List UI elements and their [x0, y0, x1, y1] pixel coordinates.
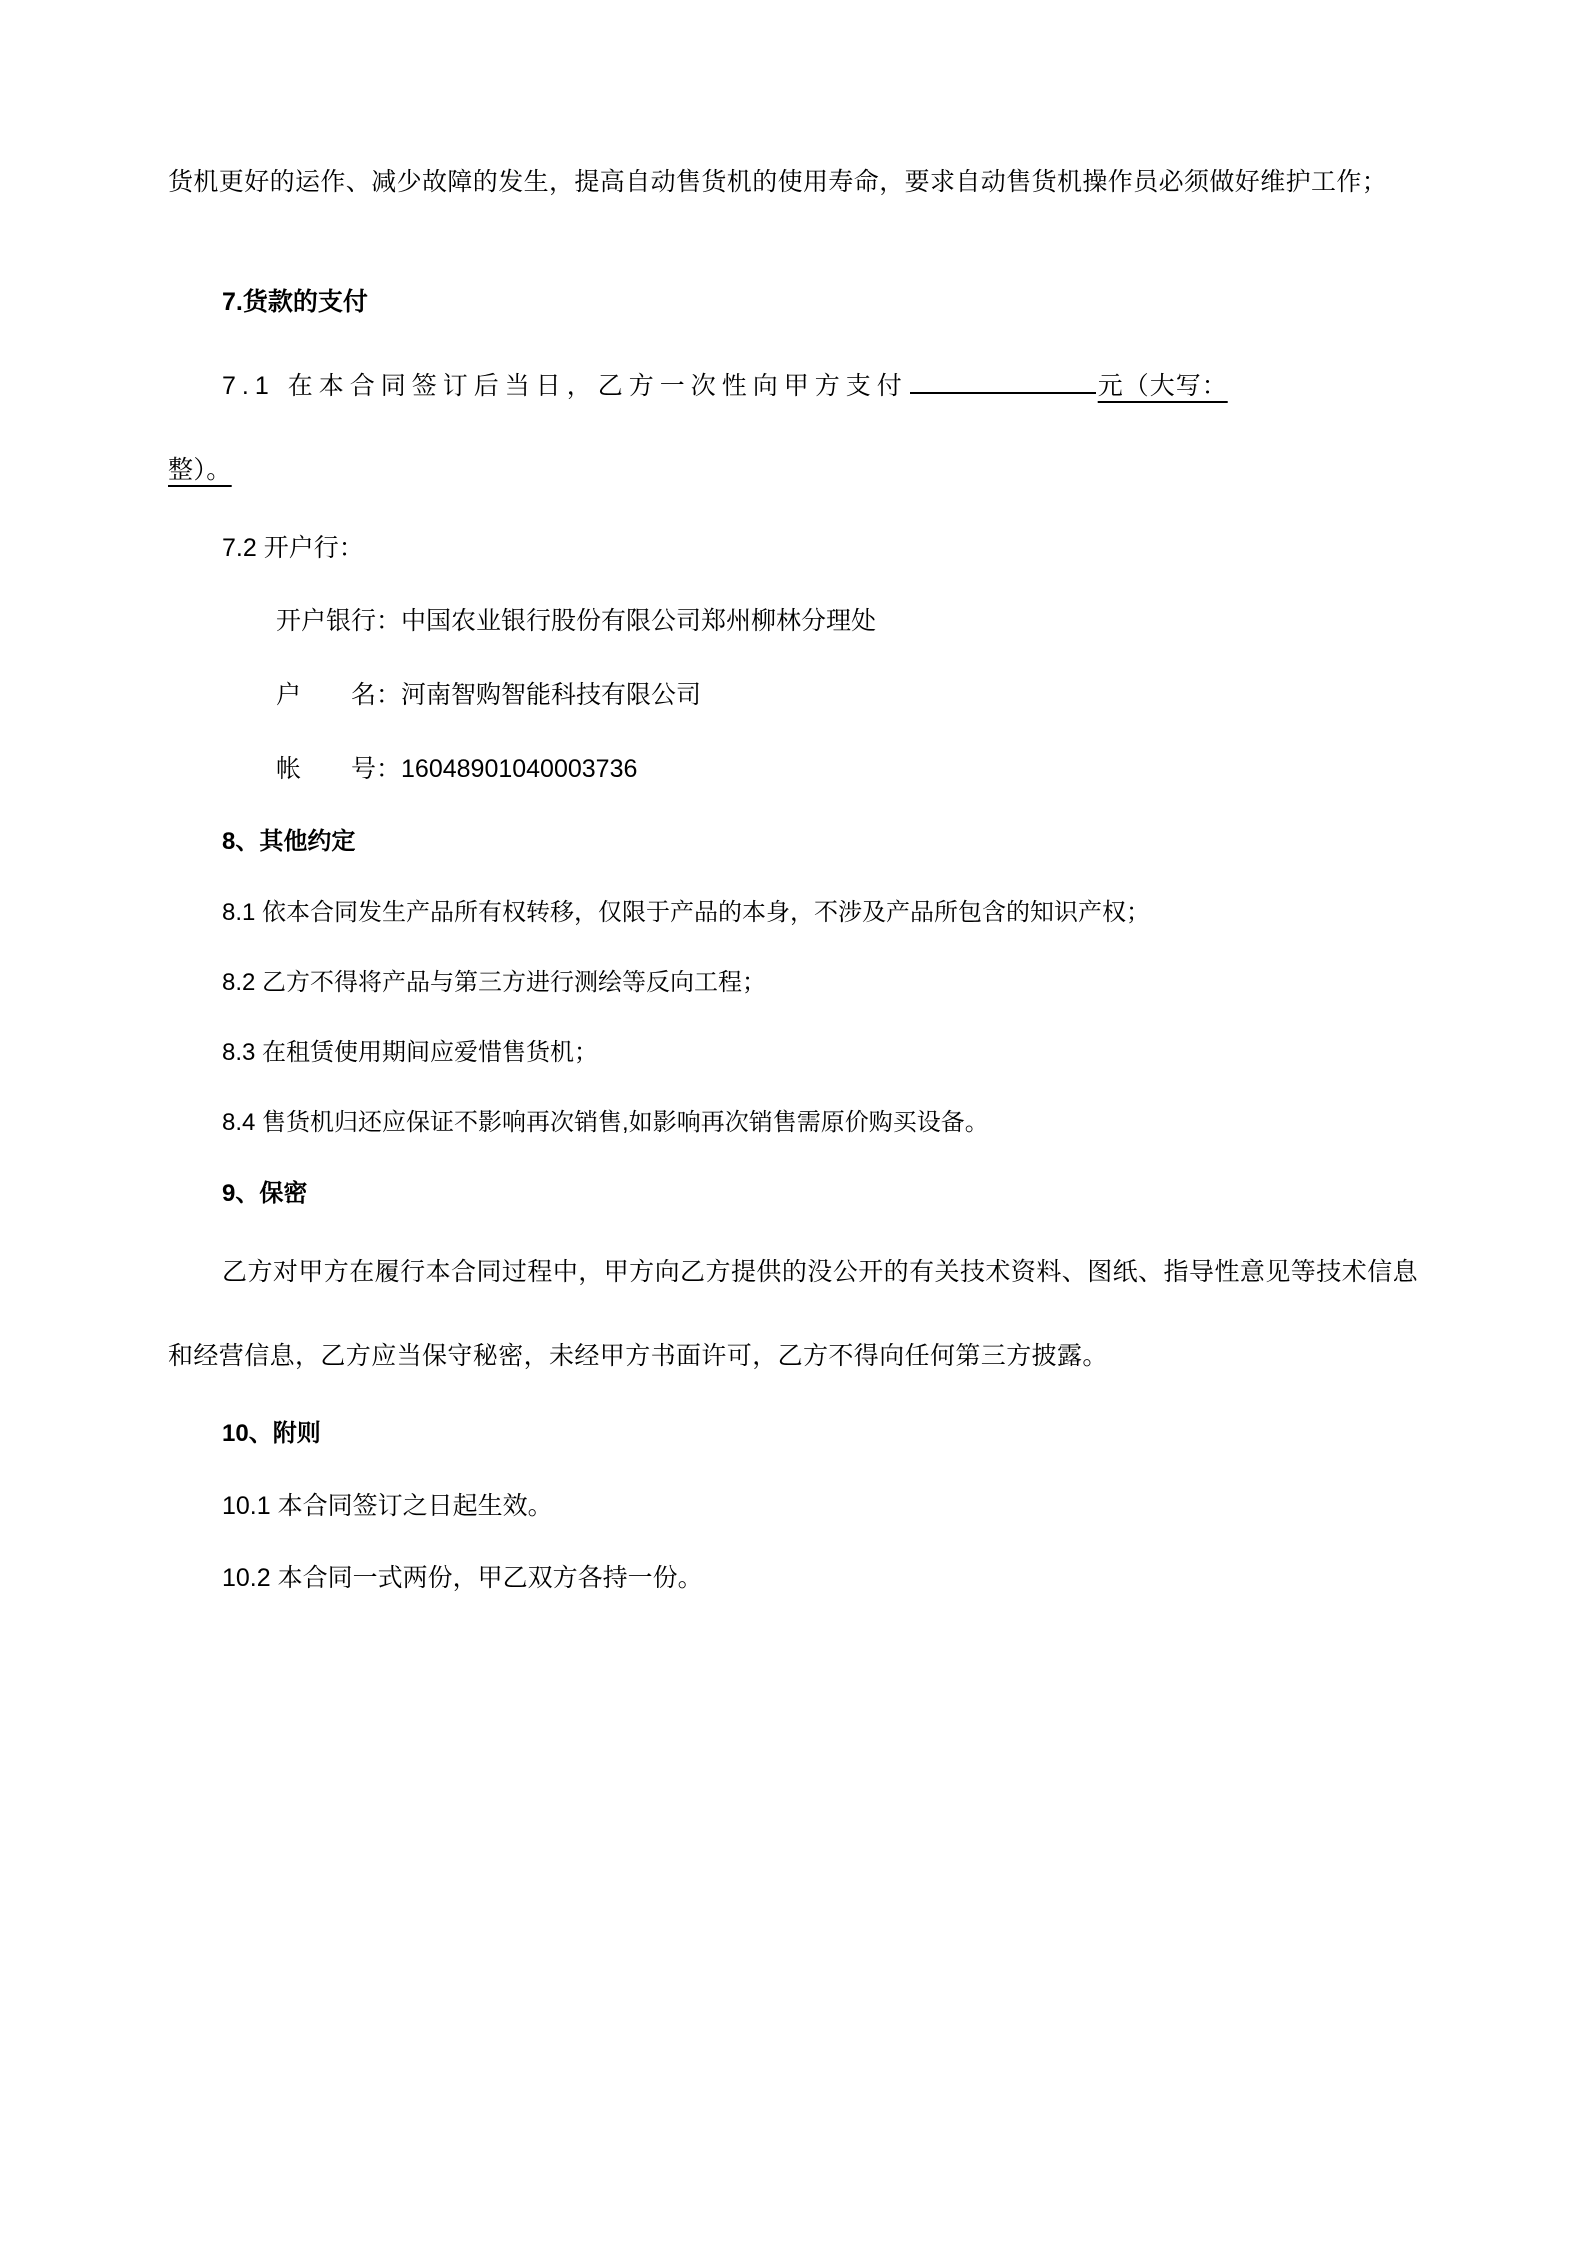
account-number-line: [168, 732, 1418, 806]
clause-7-1: [168, 344, 1418, 428]
clause-7-2: 7.2 开户行：: [222, 534, 364, 562]
amount-blank-field[interactable]: [910, 364, 1096, 394]
clause-8-1: 8.1 依本合同发生产品所有权转移，仅限于产品的本身，不涉及产品所包含的知识产权；: [222, 899, 1151, 926]
section-7-heading: 7.货款的支付: [222, 288, 368, 316]
clause-8-4: 8.4 售货机归还应保证不影响再次销售,如影响再次销售需原价购买设备。: [222, 1109, 989, 1136]
clause-7-1-text-before: 7.1 在本合同签订后当日，乙方一次性向甲方支付: [222, 372, 908, 400]
bank-name-value: 中国农业银行股份有限公司郑州柳林分理处: [401, 607, 877, 635]
section-9-heading: 9、保密: [222, 1180, 308, 1207]
bank-name-label: 开户银行：: [276, 607, 402, 635]
clause-7-1-second-line: [168, 428, 1418, 512]
clause-8-2: 8.2 乙方不得将产品与第三方进行测绘等反向工程；: [222, 969, 767, 996]
paragraph-continued: 货机更好的运作、减少故障的发生，提高自动售货机的使用寿命，要求自动售货机操作员必须做好维护工作；: [168, 168, 1388, 196]
clause-8-3: 8.3 在租赁使用期间应爱惜售货机；: [222, 1039, 599, 1066]
account-number-label: 帐 号：: [276, 755, 402, 783]
section-8-heading: 8、其他约定: [222, 828, 356, 855]
clause-7-1-text-after: 元（大写：: [1097, 372, 1228, 400]
bank-name-line: [168, 584, 1418, 658]
section-9-body: 乙方对甲方在履行本合同过程中，甲方向乙方提供的没公开的有关技术资料、图纸、指导性意见等技术信息和经营信息，乙方应当保守秘密，未经甲方书面许可，乙方不得向任何第三方披露。: [168, 1258, 1418, 1370]
account-name-label: 户 名：: [276, 681, 402, 709]
clause-7-1-second-line-text: 整）。: [168, 456, 232, 484]
spacer: [168, 224, 1418, 260]
clause-10-1: 10.1 本合同签订之日起生效。: [222, 1492, 553, 1520]
account-name-value: 河南智购智能科技有限公司: [401, 681, 702, 709]
account-name-line: [168, 658, 1418, 732]
document-body: [168, 140, 1418, 1614]
account-number-value: 16048901040003736: [401, 755, 638, 783]
clause-10-2: 10.2 本合同一式两份，甲乙双方各持一份。: [222, 1564, 703, 1592]
section-10-heading: 10、附则: [222, 1420, 321, 1447]
